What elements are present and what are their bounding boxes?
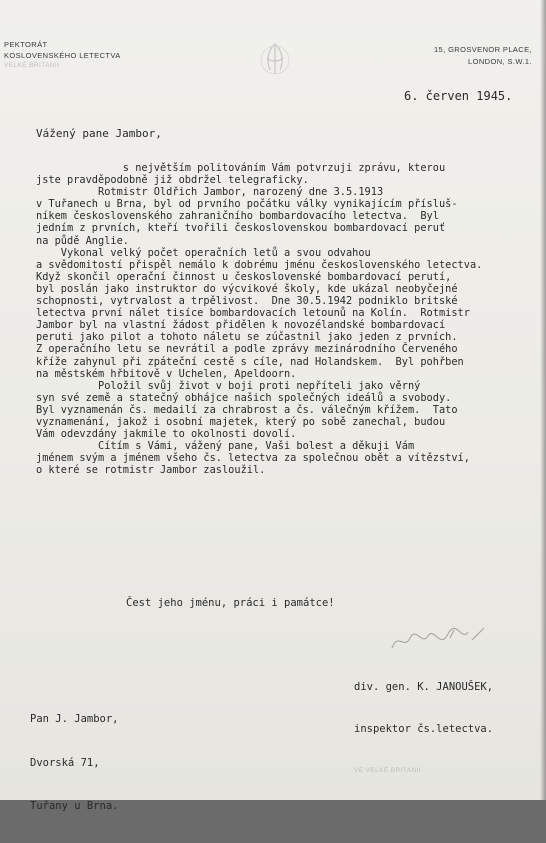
emblem-icon [258,40,292,78]
letterhead-office-location: VELKÉ BRITANII [4,62,60,69]
body-line: jste pravděpodobně již obdržel telegraficky. [36,174,309,187]
addressee-street: Dvorská 71, [30,756,100,769]
paper-edge-shadow [540,0,546,800]
signer-title: inspektor čs.letectva. [354,723,494,735]
signer-location: VE VELKÉ BRITANII [354,767,422,774]
salutation: Vážený pane Jambor, [36,127,162,140]
body-line: v Tuřanech u Brna, byl od prvního počátku války vynikajícím přísluš- [36,198,458,211]
addressee-city: Tuřany u Brna. [30,800,119,812]
body-line: na městském hřbitově v Uchelen, Apeldoorn. [36,367,297,380]
letterhead-left [4,40,121,72]
body-line: Cítím s Vámi, vážený pane, Vaši bolest a děkuji Vám [36,440,415,453]
body-line: letectva první nálet tisíce bombardovacích letounů na Kolín. Rotmistr [36,307,470,320]
letterhead-office-name: KOSLOVENSKÉHO LETECTVA [4,50,121,60]
addressee-block [30,683,119,843]
body-line: jedním z prvních, kteří tvořili československou bombardovací peruť [36,222,446,235]
body-line: jménem svým a jménem všeho čs. letectva za společnou obět a vítězství, [36,452,470,465]
closing-line: Čest jeho jménu, práci i památce! [126,597,335,609]
body-line: Položil svůj život v boji proti nepříteli jako věrný [36,379,421,392]
letter-date: 6. červen 1945. [404,89,513,103]
signature-block [354,652,493,806]
body-line: Vykonal velký počet operačních letů a svou odvahou [36,246,371,259]
body-line: níkem československého zahraničního bombardovacího letectva. Byl [36,210,439,223]
letter-body [36,162,536,476]
signer-name: div. gen. K. JANOUŠEK, [354,681,494,693]
body-line: s největším politováním Vám potvrzuji zprávu, kterou [36,162,446,174]
letterhead-right [434,44,532,68]
body-line: na půdě Anglie. [36,234,129,247]
body-line: Vám odevzdány jakmile to okolnosti dovolí. [36,428,297,441]
body-line: vyznamenání, jakož i osobní majetek, který po sobě zanechal, budou [36,415,446,428]
body-line: byl poslán jako instruktor do výcvikové školy, kde ukázal neobyčejné [36,282,458,295]
body-line: Rotmistr Oldřich Jambor, narozený dne 3.5.1913 [36,186,384,199]
body-line: a svědomitostí přispěl nemálo k dobrému jménu československého letectva. [36,258,483,271]
body-line: syn své země a statečný obhájce našich společných ideálů a svobody. [36,391,452,404]
letterhead-city: LONDON, S.W.1. [468,57,532,66]
body-line: Jambor byl na vlastní žádost přidělen k novozélandské bombardovací [36,319,446,332]
body-line: peruti jako pilot a tohoto náletu se zúčastnil jako jeden z prvních. [36,331,458,344]
body-line: schopnosti, vytrvalost a trpělivost. Dne 30.5.1942 podniklo britské [36,295,458,308]
body-line: Když skončil operační činnost u československé bombardovací perutí, [36,270,452,283]
letterhead-street: 15, GROSVENOR PLACE, [433,45,532,54]
body-line: kříže zahynul při zpáteční cestě s cíle, nad Holandskem. Byl pohřben [36,355,464,368]
letterhead-office-line: PEKTORÁT [4,40,48,49]
body-line: o které se rotmistr Jambor zasloužil. [36,464,266,477]
addressee-name: Pan J. Jambor, [30,713,119,725]
body-line: Z operačního letu se nevrátil a podle zprávy mezinárodního Červeného [36,343,458,356]
body-line: Byl vyznamenán čs. medailí za chrabrost a čs. válečným křížem. Tato [36,403,458,416]
